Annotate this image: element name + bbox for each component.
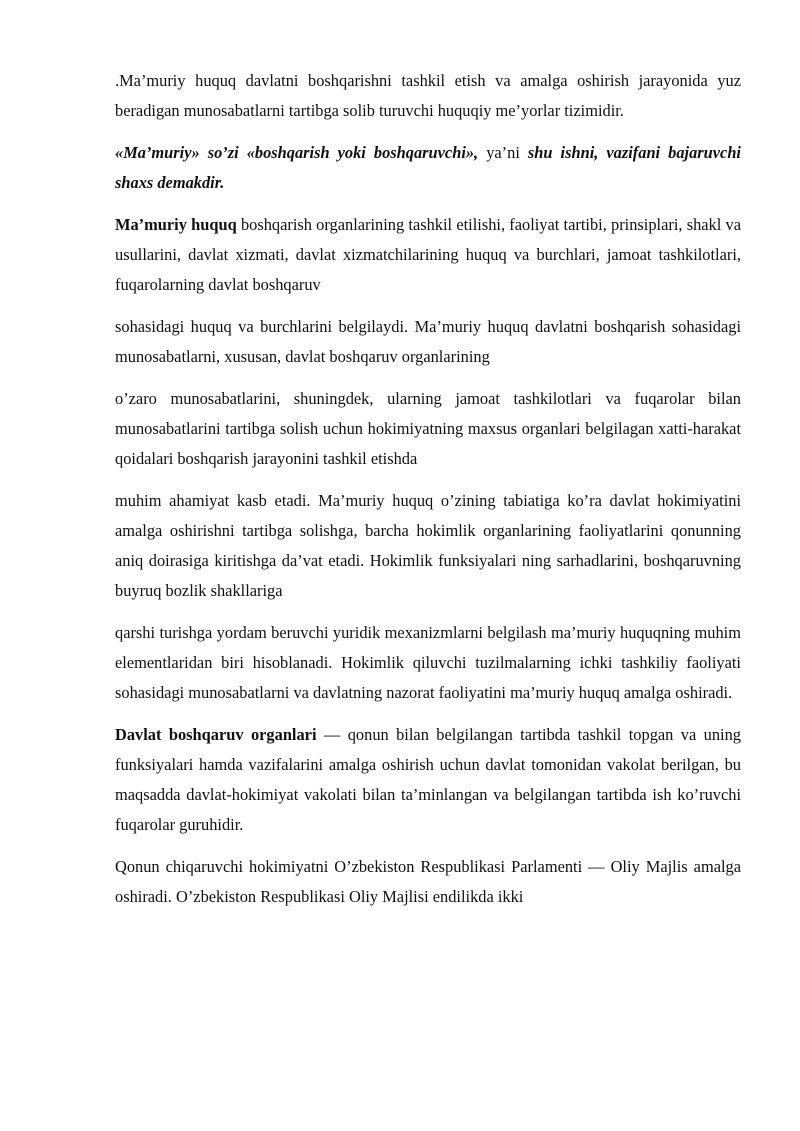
paragraph-legislature: [115, 852, 741, 912]
paragraph-text: muhim ahamiyat kasb etadi. Ma’muriy huquq o’zining tabiatiga ko’ra davlat hokimiyatini amalga oshirishni tartibga solishga, barcha hokimlik organlarining faoliyatlarini qonunning aniq doirasiga kiritishga da’vat etadi. Hokimlik funksiyalari ning sarhadlarini, boshqaruvning buyruq bozlik shakllariga: [115, 491, 741, 600]
paragraph-mechanisms: [115, 618, 741, 708]
paragraph-text: sohasidagi huquq va burchlarini belgilaydi. Ma’muriy huquq davlatni boshqarish sohasidagi munosabatlarni, xususan, davlat boshqaruv organlarining: [115, 317, 741, 366]
paragraph-text: qarshi turishga yordam beruvchi yuridik mexanizmlarni belgilash ma’muriy huquqning muhim elementlaridan biri hisoblanadi. Hokimlik qiluvchi tuzilmalarning ichki tashkiliy faoliyati sohasidagi munosabatlarni va davlatning nazorat faoliyatini ma’muriy huquq amalga oshiradi.: [115, 623, 741, 702]
paragraph-text: o’zaro munosabatlarini, shuningdek, ularning jamoat tashkilotlari va fuqarolar bilan munosabatlarini tartibga solish uchun hokimiyatning maxsus organlari belgilagan xatti-harakat qoidalari boshqarish jarayonini tashkil etishda: [115, 389, 741, 468]
paragraph-duties: [115, 312, 741, 372]
paragraph-importance: [115, 486, 741, 606]
emphasis-meaning: shu ishni, vazifani bajaruvchi shaxs demakdir.: [115, 143, 741, 192]
bold-term: Ma’muriy huquq: [115, 215, 237, 234]
paragraph-text: .Ma’muriy huquq davlatni boshqarishni tashkil etish va amalga oshirish jarayonida yuz beradigan munosabatlarni tartibga solib turuvchi huquqiy me’yorlar tizimidir.: [115, 71, 741, 120]
document-page: [115, 66, 741, 924]
emphasis-term: «Ma’muriy» so’zi «boshqarish yoki boshqaruvchi»,: [115, 143, 479, 162]
paragraph-text: — qonun bilan belgilangan tartibda tashkil topgan va uning funksiyalari hamda vazifalarini amalga oshirish uchun davlat tomonidan vakolat berilgan, bu maqsadda davlat-hokimiyat vakolati bilan ta’minlangan va belgilangan tartibda ish ko’ruvchi fuqarolar guruhidir.: [115, 725, 741, 834]
paragraph-text: ya’ni: [478, 143, 528, 162]
paragraph-scope: [115, 210, 741, 300]
paragraph-definition: [115, 66, 741, 126]
bold-term: Davlat boshqaruv organlari: [115, 725, 317, 744]
paragraph-text: Qonun chiqaruvchi hokimiyatni O’zbekiston Respublikasi Parlamenti — Oliy Majlis amalga oshiradi. O’zbekiston Respublikasi Oliy Majlisi endilikda ikki: [115, 857, 741, 906]
paragraph-etymology: [115, 138, 741, 198]
paragraph-relations: [115, 384, 741, 474]
paragraph-text: boshqarish organlarining tashkil etilishi, faoliyat tartibi, prinsiplari, shakl va usullarini, davlat xizmati, davlat xizmatchilarining huquq va burchlari, jamoat tashkilotlari, fuqarolarning davlat boshqaruv: [115, 215, 741, 294]
paragraph-governing-bodies: [115, 720, 741, 840]
